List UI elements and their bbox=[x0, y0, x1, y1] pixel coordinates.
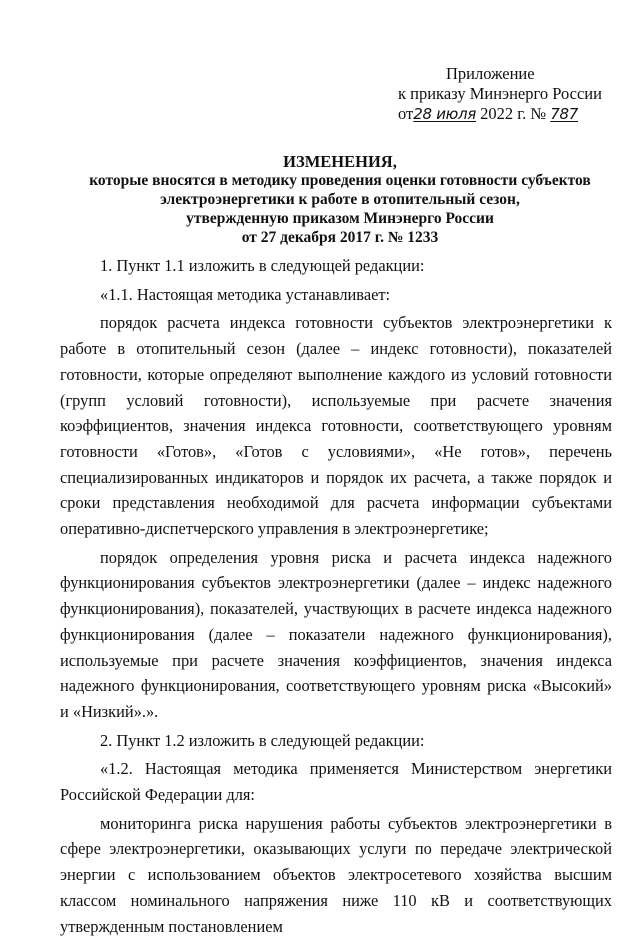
document-body bbox=[60, 253, 612, 939]
handwritten-order-number: 787 bbox=[550, 105, 579, 123]
appendix-block bbox=[380, 64, 630, 124]
title-line-4: от 27 декабря 2017 г. № 1233 bbox=[241, 229, 439, 246]
paragraph-item-2: 2. Пункт 1.2 изложить в следующей редакции: bbox=[100, 730, 425, 750]
appendix-order-ref: к приказу Минэнерго России bbox=[398, 84, 602, 103]
paragraph-item-1: 1. Пункт 1.1 изложить в следующей редакции: bbox=[100, 256, 425, 275]
paragraph-reliability-index: порядок определения уровня риска и расчета индекса надежного функционирования субъектов электроэнергетики (далее – индекс надежного функционирования), показателей, участвующих в расчете индекса надежного функционирования (далее – показатели надежного функционирования), используемые при расчете значения коэффициентов, значения индекса надежного функционирования, соответствующего уровням риска «Высокий» и «Низкий».». bbox=[60, 547, 612, 721]
title-line-3: утвержденную приказом Минэнерго России bbox=[186, 210, 494, 227]
appendix-date-prefix: от bbox=[398, 104, 414, 123]
paragraph-monitoring: мониторинга риска нарушения работы субъектов электроэнергетики в сфере электроэнергетики, оказывающих услуги по передаче электрической энергии с использованием объектов электросетевого хозяйства высшим классом номинального напряжения ниже 110 кВ и соответствующих утвержденным постановлением bbox=[60, 813, 612, 936]
appendix-date-number bbox=[380, 104, 630, 124]
paragraph-1-1-intro: «1.1. Настоящая методика устанавливает: bbox=[100, 284, 391, 304]
title-line-2: электроэнергетики к работе в отопительный сезон, bbox=[160, 191, 520, 208]
document-title bbox=[60, 152, 620, 247]
appendix-year-number-label: 2022 г. № bbox=[480, 104, 547, 123]
paragraph-1-2-intro: «1.2. Настоящая методика применяется Министерством энергетики Российской Федерации для: bbox=[60, 759, 612, 805]
appendix-heading: Приложение bbox=[446, 64, 535, 83]
paragraph-readiness-index: порядок расчета индекса готовности субъектов электроэнергетики к работе в отопительный сезон (далее – индекс готовности), показателей готовности, которые определяют выполнение каждого из условий готовности (групп условий готовности), используемые при расчете значения коэффициентов, значения индекса готовности, соответствующего уровням готовности «Готов», «Готов с условиями», «Не готов», перечень специализированных индикаторов и порядок их расчета, а также порядок и сроки представления необходимой для расчета информации субъектами оперативно-диспетчерского управления в электроэнергетике; bbox=[60, 313, 612, 539]
handwritten-date: 28 июля bbox=[413, 105, 476, 123]
title-line-1: которые вносятся в методику проведения оценки готовности субъектов bbox=[89, 172, 591, 189]
title-main: ИЗМЕНЕНИЯ, bbox=[283, 152, 397, 171]
